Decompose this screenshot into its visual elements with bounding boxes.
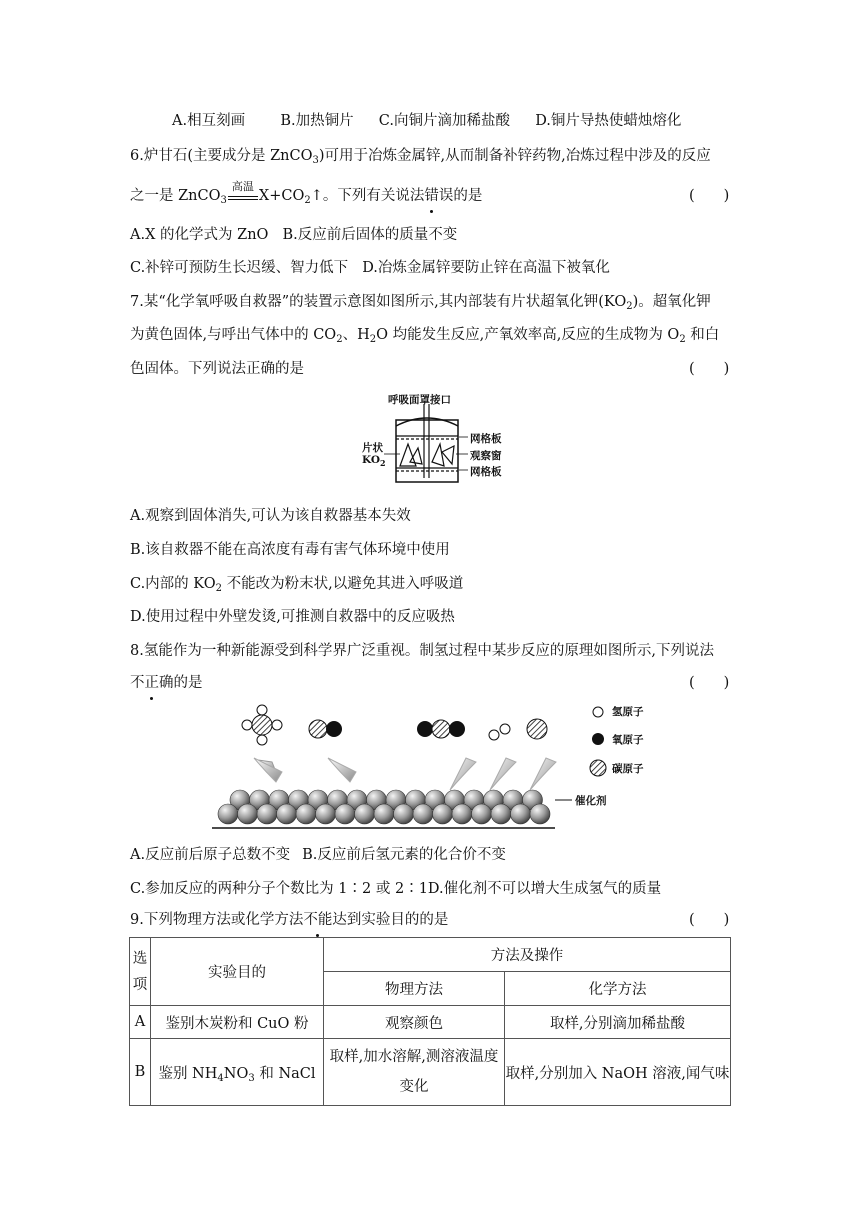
q8-options-ab bbox=[130, 845, 506, 865]
q5-option-b: B.加热铜片 bbox=[280, 113, 354, 129]
q6-options-cd bbox=[130, 258, 610, 278]
q6-option-b: B.反应前后固体的质量不变 bbox=[282, 227, 458, 243]
header-chemical: 化学方法 bbox=[505, 972, 731, 1006]
q6-option-c: C.补锌可预防生长迟缓、智力低下 bbox=[130, 260, 349, 276]
catalyst-sphere bbox=[296, 804, 316, 824]
header-method: 方法及操作 bbox=[324, 938, 731, 972]
header-option: 选 项 bbox=[130, 938, 151, 1006]
q7-answer-paren: ( ) bbox=[689, 361, 730, 377]
legend-hydrogen: 氢原子 bbox=[612, 706, 644, 718]
respirator-figure bbox=[360, 392, 510, 488]
q8-answer-paren: ( ) bbox=[689, 675, 730, 691]
q9-stem: 9.下列物理方法或化学方法不能达到实验目的的是 bbox=[130, 912, 449, 928]
catalyst-sphere bbox=[472, 804, 492, 824]
q8-option-a: A.反应前后原子总数不变 bbox=[130, 847, 291, 863]
q8-option-c: C.参加反应的两种分子个数比为 1∶2 或 2∶1 bbox=[130, 881, 428, 897]
reaction-condition: 高温 bbox=[227, 186, 259, 206]
cell-option: A bbox=[130, 1006, 151, 1039]
header-physical: 物理方法 bbox=[324, 972, 505, 1006]
legend-carbon: 碳原子 bbox=[612, 763, 644, 775]
q8-options-cd bbox=[130, 879, 661, 899]
catalyst-sphere bbox=[238, 804, 258, 824]
catalyst-sphere bbox=[452, 804, 472, 824]
q9-table bbox=[129, 937, 731, 1106]
catalyst-sphere bbox=[355, 804, 375, 824]
q7-stem-line2: 为黄色固体,与呼出气体中的 $CO_2$、$H_2O$ 均能发生反应,产氧效率高,反应的生成物为 $O_2$ 和白 bbox=[130, 327, 720, 345]
table-row bbox=[130, 1006, 731, 1039]
q6-stem-line1: 6.炉甘石(主要成分是 ZnCO$_3$)可用于冶炼金属锌,从而制备补锌药物,冶炼过程中涉及的反应 bbox=[130, 148, 711, 166]
q6-answer-paren: ( ) bbox=[689, 188, 730, 204]
q8-option-b: B.反应前后氢元素的化合价不变 bbox=[302, 847, 506, 863]
cell-physical: 取样,加水溶解,测溶液温度 变化 bbox=[324, 1039, 505, 1106]
label-grid-top: 网格板 bbox=[470, 433, 502, 445]
cell-chemical: 取样,分别滴加稀盐酸 bbox=[505, 1006, 731, 1039]
catalyst-sphere bbox=[257, 804, 277, 824]
label-window: 观察窗 bbox=[470, 450, 502, 462]
q5-option-d: D.铜片导热使蜡烛熔化 bbox=[535, 113, 682, 129]
q6-option-d: D.冶炼金属锌要防止锌在高温下被氧化 bbox=[362, 260, 610, 276]
label-catalyst: 催化剂 bbox=[575, 795, 607, 807]
catalyst-sphere bbox=[316, 804, 336, 824]
cell-goal: 鉴别 $NH_4NO_3$ 和 NaCl bbox=[151, 1039, 324, 1106]
q6-options-ab bbox=[130, 225, 457, 245]
q5-option-a: A.相互刻画 bbox=[172, 113, 246, 129]
header-goal: 实验目的 bbox=[151, 938, 324, 1006]
q6-stem-line2: 之一是 ZnCO$_3$ 高温 $X+CO_2↑$。下列有关说法错误的是 bbox=[130, 180, 483, 206]
catalyst-sphere bbox=[277, 804, 297, 824]
catalyst-sphere bbox=[218, 804, 238, 824]
catalyst-reaction-figure bbox=[210, 700, 660, 835]
q7-stem-line1: 7.某“化学氧呼吸自救器”的装置示意图如图所示,其内部装有片状超氧化钾$(KO_2)$。超氧化钾 bbox=[130, 294, 711, 312]
catalyst-sphere bbox=[530, 804, 550, 824]
legend-oxygen: 氧原子 bbox=[612, 734, 644, 746]
cell-chemical: 取样,分别加入 NaOH 溶液,闻气味 bbox=[505, 1039, 731, 1106]
label-ko2: 片状 $KO_2$ bbox=[362, 442, 386, 468]
q9-answer-paren: ( ) bbox=[689, 912, 730, 928]
cell-option: B bbox=[130, 1039, 151, 1106]
catalyst-sphere bbox=[491, 804, 511, 824]
catalyst-sphere bbox=[433, 804, 453, 824]
q5-options bbox=[172, 111, 681, 131]
q7-option-d: D.使用过程中外壁发烫,可推测自救器中的反应吸热 bbox=[130, 609, 455, 625]
catalyst-sphere bbox=[511, 804, 531, 824]
q6-option-a: A.X 的化学式为 ZnO bbox=[130, 227, 269, 243]
catalyst-sphere bbox=[374, 804, 394, 824]
q7-option-b: B.该自救器不能在高浓度有毒有害气体环境中使用 bbox=[130, 542, 450, 558]
q7-option-a: A.观察到固体消失,可认为该自救器基本失效 bbox=[130, 508, 411, 524]
q5-option-c: C.向铜片滴加稀盐酸 bbox=[378, 113, 510, 129]
q8-option-d: D.催化剂不可以增大生成氢气的质量 bbox=[427, 881, 662, 897]
q7-option-c: C.内部的 $KO_2$ 不能改为粉末状,以避免其进入呼吸道 bbox=[130, 576, 464, 594]
catalyst-sphere bbox=[413, 804, 433, 824]
catalyst-sphere bbox=[394, 804, 414, 824]
catalyst-sphere bbox=[335, 804, 355, 824]
emphasis-dot-text: 不正确 bbox=[130, 675, 174, 691]
label-mask-port: 呼吸面罩接口 bbox=[388, 394, 451, 406]
cell-goal: 鉴别木炭粉和 CuO 粉 bbox=[151, 1006, 324, 1039]
emphasis-dot-text: 错 bbox=[424, 188, 439, 204]
q8-stem-line2: 不正确的是 bbox=[130, 675, 203, 691]
emphasis-dot-text: 不能 bbox=[303, 912, 333, 928]
label-grid-bottom: 网格板 bbox=[470, 466, 502, 478]
q7-stem-line3: 色固体。下列说法正确的是 bbox=[130, 361, 304, 377]
table-row bbox=[130, 1039, 731, 1106]
cell-physical: 观察颜色 bbox=[324, 1006, 505, 1039]
q8-stem-line1: 8.氢能作为一种新能源受到科学界广泛重视。制氢过程中某步反应的原理如图所示,下列说法 bbox=[130, 643, 714, 659]
